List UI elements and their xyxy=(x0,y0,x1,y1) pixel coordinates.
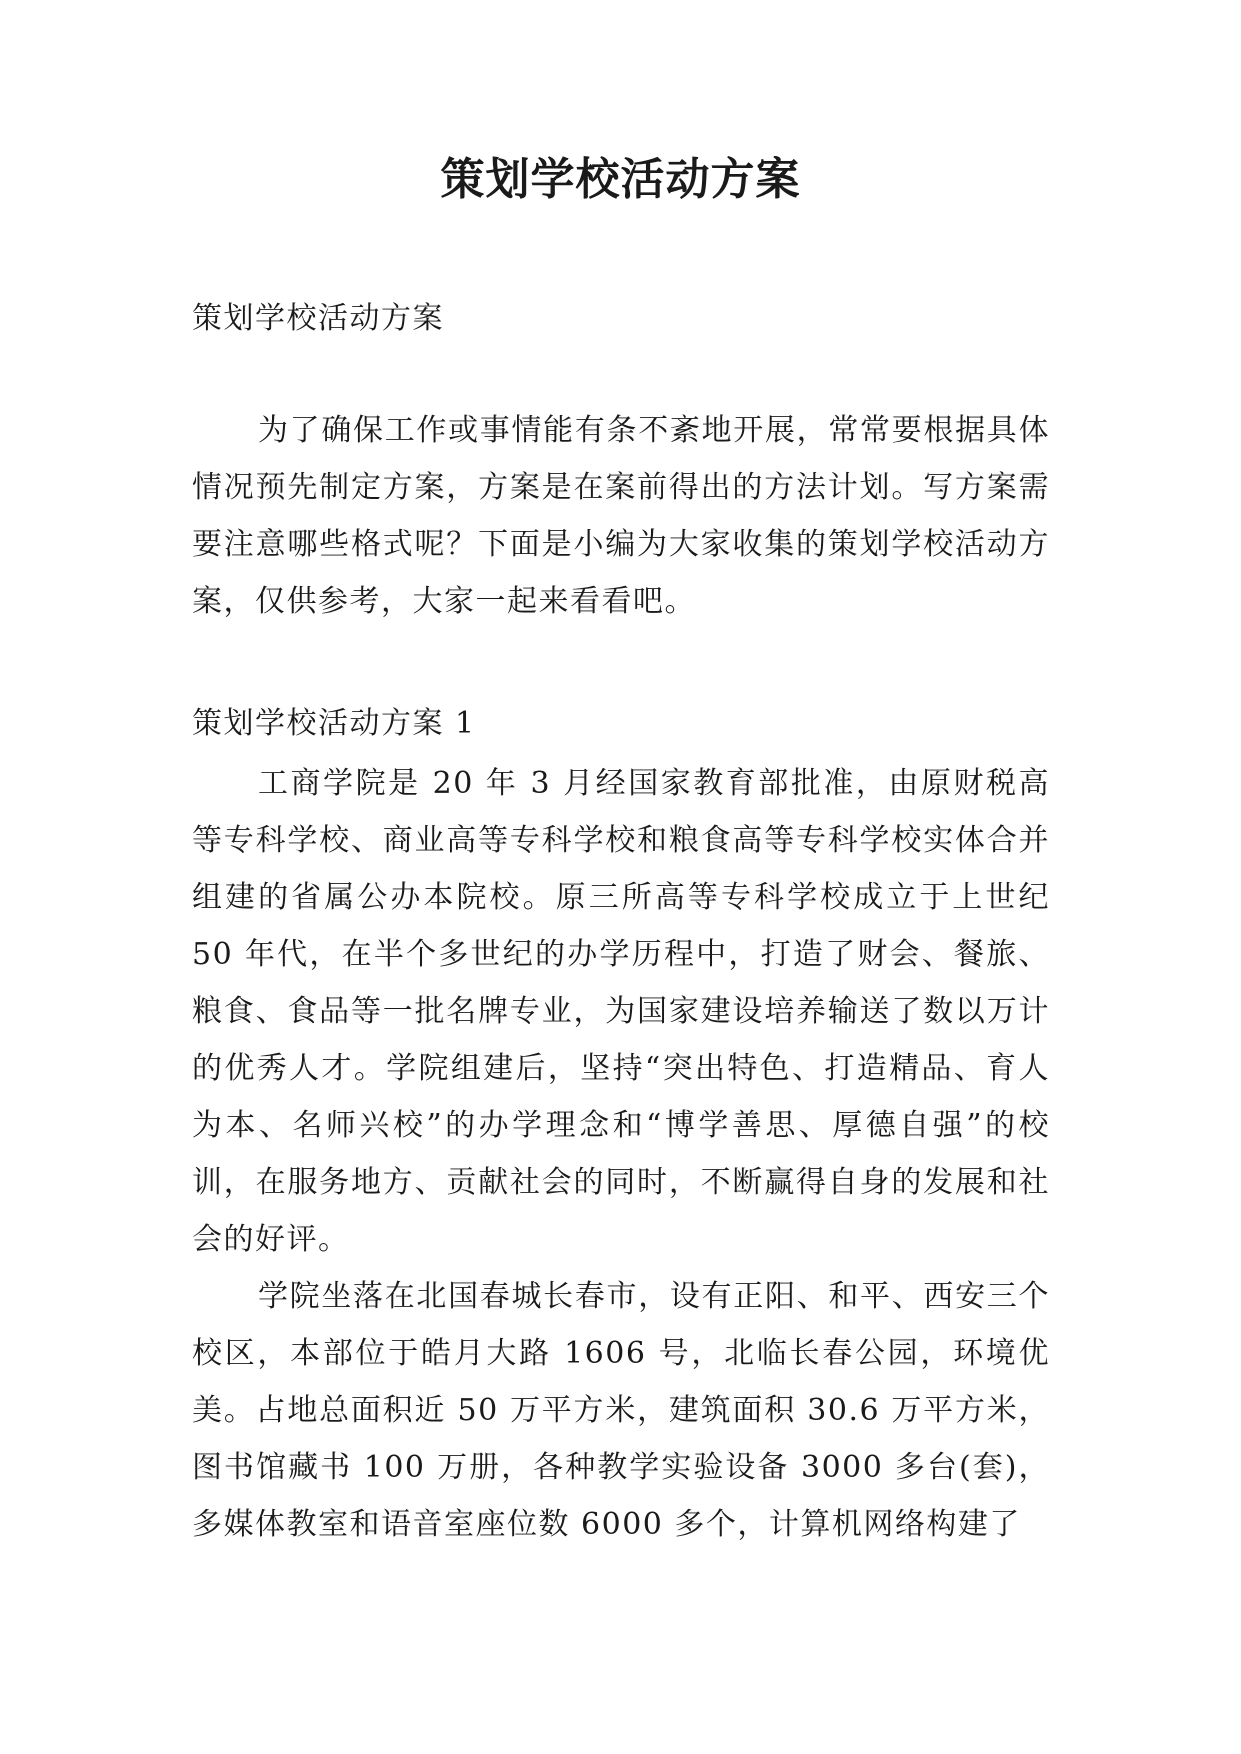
body-paragraph-2: 学院坐落在北国春城长春市，设有正阳、和平、西安三个校区，本部位于皓月大路 1606 号，北临长春公园，环境优美。占地总面积近 50 万平方米，建筑面积 30.6 万平方米，图书馆藏书 100 万册，各种教学实验设备 3000 多台(套)，多媒体教室和语音室座位数 6000 多个，计算机网络构建了 xyxy=(192,1279,1050,1542)
document-title: 策划学校活动方案 xyxy=(440,154,801,205)
document-subtitle: 策划学校活动方案 xyxy=(192,301,444,336)
body-paragraph-1: 工商学院是 20 年 3 月经国家教育部批准，由原财税高等专科学校、商业高等专科学校和粮食高等专科学校实体合并组建的省属公办本院校。原三所高等专科学校成立于上世纪 50 年代，在半个多世纪的办学历程中，打造了财会、餐旅、粮食、食品等一批名牌专业，为国家建设培养输送了数以万计的优秀人才。学院组建后，坚持“突出特色、打造精品、育人为本、名师兴校”的办学理念和“博学善思、厚德自强”的校训，在服务地方、贡献社会的同时，不断赢得自身的发展和社会的好评。 xyxy=(192,766,1050,1257)
intro-paragraph: 为了确保工作或事情能有条不紊地开展，常常要根据具体情况预先制定方案，方案是在案前得出的方法计划。写方案需要注意哪些格式呢？下面是小编为大家收集的策划学校活动方案，仅供参考，大家一起来看看吧。 xyxy=(192,413,1050,619)
section-heading: 策划学校活动方案 1 xyxy=(192,706,476,741)
